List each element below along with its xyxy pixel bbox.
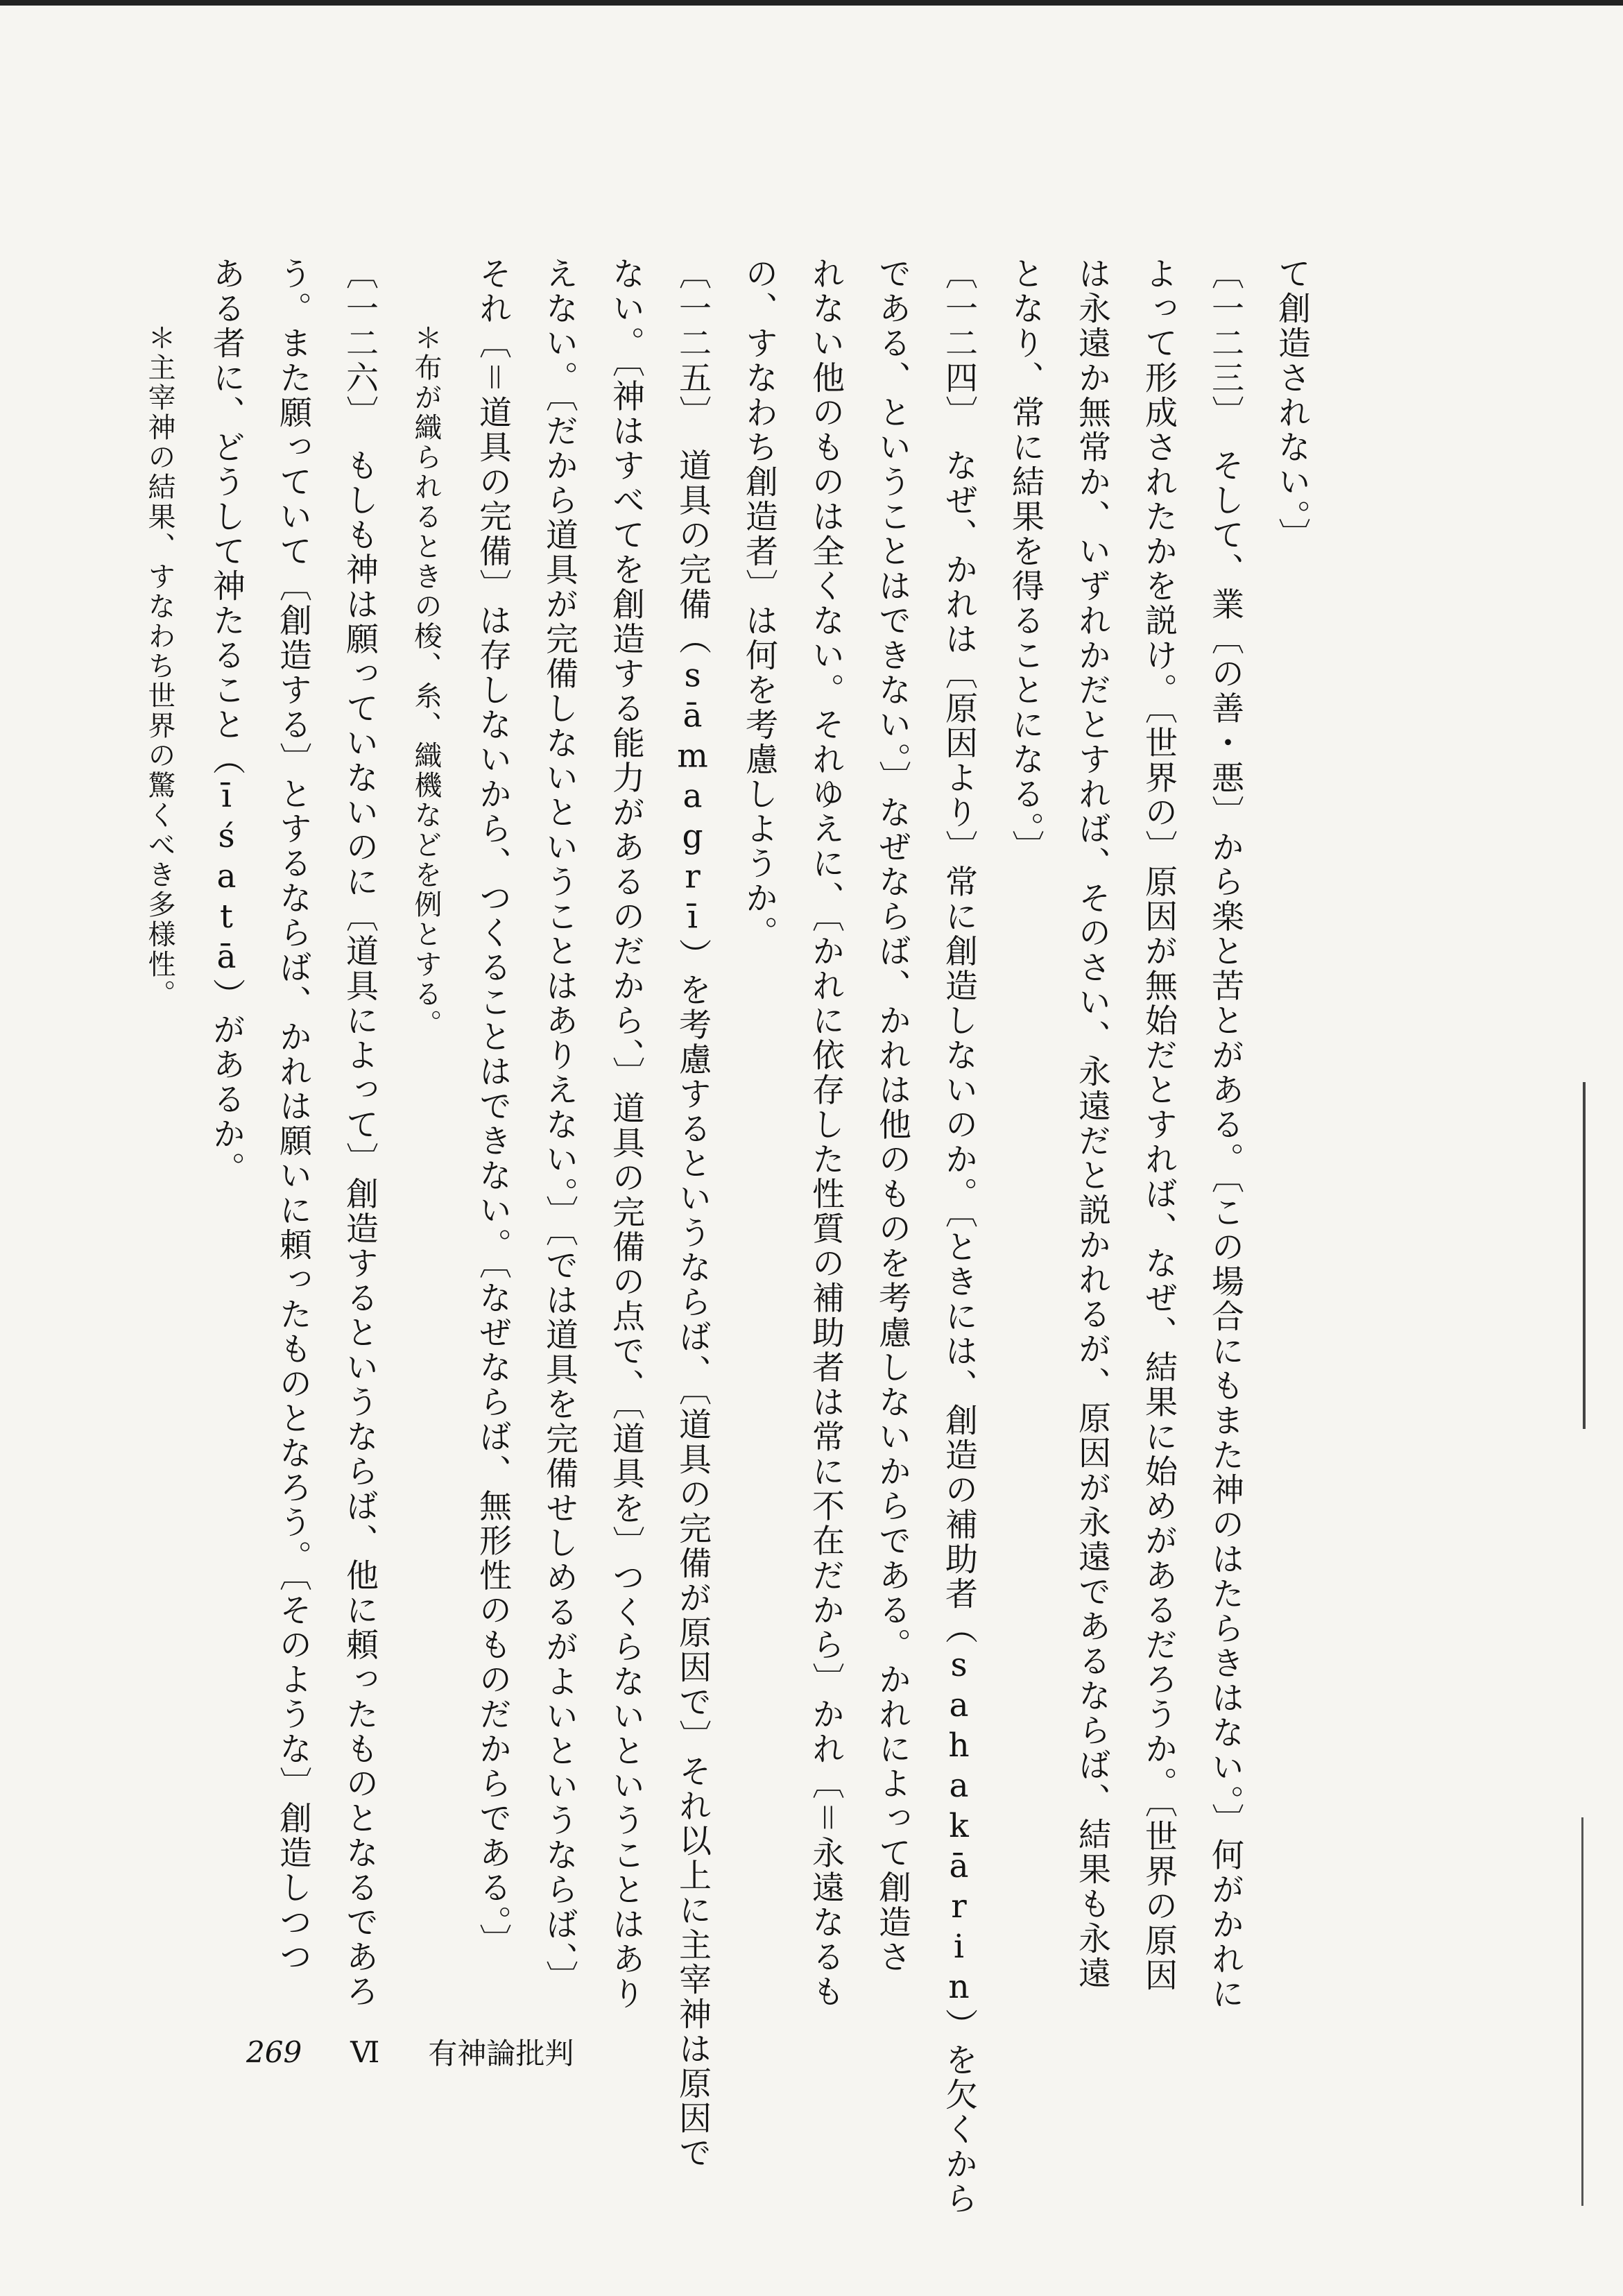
text-line: 〔一二四〕 なぜ、かれは〔原因より〕常に創造しないのか。〔ときには、創造の補助者（sahakārin）を欠くから bbox=[940, 257, 978, 2216]
text-line: 〔一二六〕 もしも神は願っていないのに〔道具によって〕創造するというならば、他に頼ったものとなるであろ bbox=[341, 257, 379, 2010]
footnote: ＊主宰神の結果、すなわち世界の驚くべき多様性。 bbox=[144, 323, 175, 1009]
text-line: ある者に、どうして神たること（īśatā）があるか。 bbox=[207, 257, 246, 1186]
footnote: ＊布が織られるときの梭、糸、織機などを例とする。 bbox=[410, 323, 442, 1039]
text-line: の、すなわち創造者〕は何を考慮しようか。 bbox=[740, 257, 778, 950]
page-number: 269 bbox=[246, 2034, 302, 2069]
text-line: 〔一二五〕 道具の完備（sāmagrī）を考慮するというならば、〔道具の完備が原因で〕それ以上に主宰神は原因で bbox=[673, 257, 712, 2170]
text-line: となり、常に結果を得ることになる。〕 bbox=[1006, 257, 1045, 865]
text-line: れない他のものは全くない。それゆえに、〔かれに依存した性質の補助者は常に不在だから〕かれ〔＝永遠なるも bbox=[807, 257, 845, 2010]
text-line: う。また願っていて〔創造する〕とするならば、かれは願いに頼ったものとなろう。〔そのような〕創造しつつ bbox=[274, 257, 312, 1975]
binding-edge-mark bbox=[1581, 1817, 1583, 2206]
text-line: て創造されない。〕 bbox=[1273, 257, 1311, 553]
section-title: 有神論批判 bbox=[428, 2039, 574, 2071]
section-numeral: Ⅵ bbox=[350, 2034, 380, 2069]
text-line: である、ということはできない。〕なぜならば、かれは他のものを考慮しないからである。かれによって創造さ bbox=[873, 257, 911, 1975]
text-line: それ〔＝道具の完備〕は存しないから、つくることはできない。〔なぜならば、無形性のものだからである。〕 bbox=[474, 257, 512, 1958]
text-line: ない。〔神はすべてを創造する能力があるのだから、〕道具の完備の点で、〔道具を〕つくらないということはあり bbox=[607, 257, 645, 2012]
page-top-edge bbox=[0, 0, 1623, 6]
text-line: は永遠か無常か、いずれかだとすれば、そのさい、永遠だと説かれるが、原因が永遠であるならば、結果も永遠 bbox=[1073, 257, 1111, 1991]
text-line: 〔一二三〕 そして、業〔の善・悪〕から楽と苦とがある。〔この場合にもまた神のはたらきはない。〕何がかれに bbox=[1206, 257, 1244, 2012]
text-line: よって形成されたかを説け。〔世界の〕原因が無始だとすれば、なぜ、結果に始めがあるだろうか。〔世界の原因 bbox=[1140, 257, 1178, 1993]
binding-edge-mark bbox=[1583, 1082, 1586, 1429]
page-footer bbox=[246, 2031, 574, 2073]
text-line: えない。〔だから道具が完備しないということはありえない。〕〔では道具を完備せしめるがよいというならば、〕 bbox=[540, 257, 578, 1995]
